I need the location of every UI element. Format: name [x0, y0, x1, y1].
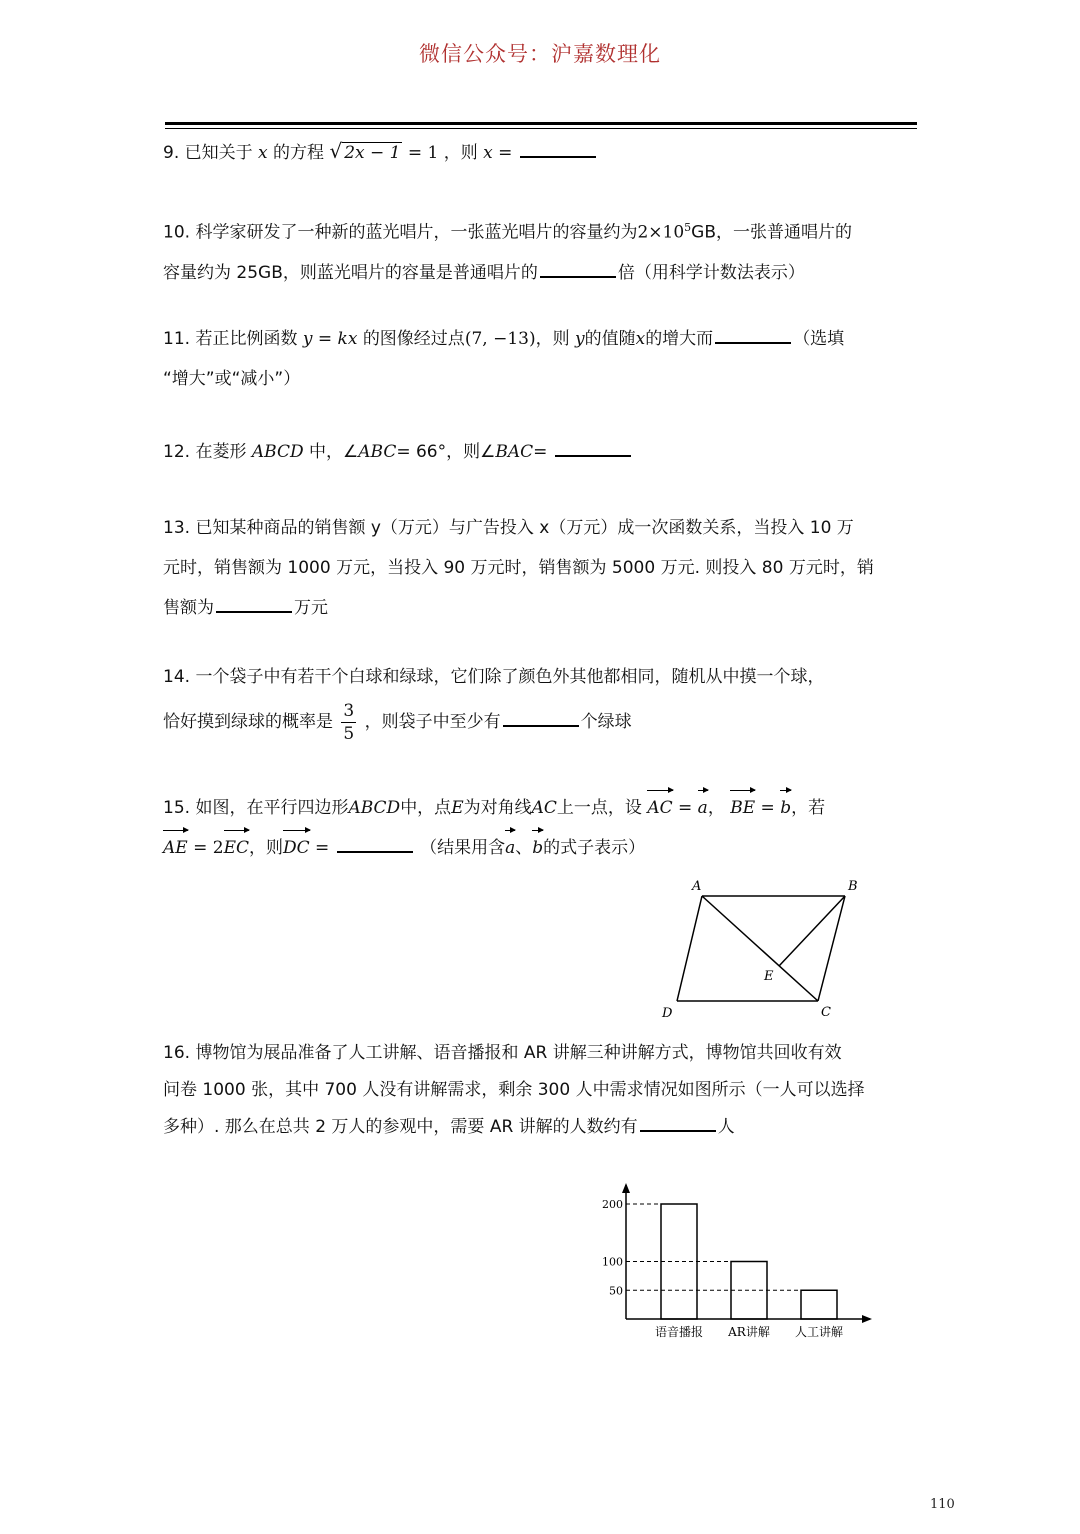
label-C: C — [821, 1005, 831, 1020]
question-14: 14. 一个袋子中有若干个白球和绿球，它们除了颜色外其他都相同，随机从中摸一个球， 恰好摸到绿球的概率是 $\frac{3}{5}$ ，则袋子中至少有 个绿球 — [163, 667, 825, 744]
question-9: 9. 已知关于 x 的方程 √ 2x − 1 = 1 ，则 x = — [163, 131, 923, 173]
label-B: B — [848, 879, 858, 894]
question-15: 15. 如图，在平行四边形ABCD中，点E为对角线AC上一点，设 AC = a， BE = b，若 AE = 2EC，则DC = （结果用含a、b的式子表示） — [163, 788, 923, 868]
answer-blank-15 — [337, 835, 413, 853]
radicand: 2x − 1 — [344, 143, 401, 163]
bar-chart — [595, 1175, 880, 1350]
probability-fraction: $\frac{3}{5}$ — [343, 700, 355, 744]
page-number: 110 — [930, 1497, 955, 1512]
x-axis-arrow — [862, 1315, 872, 1323]
answer-blank-13 — [216, 595, 292, 613]
bar-3 — [801, 1290, 837, 1319]
question-16: 16. 博物馆为展品准备了人工讲解、语音播报和 AR 讲解三种讲解方式，博物馆共回收有效 问卷 1000 张，其中 700 人没有讲解需求，剩余 300 人中需求情况如图所示（一人可以选择 多种）. 那么在总共 2 万人的参观中，需要 AR 讲解的人数约有 人 — [163, 1043, 865, 1137]
x-tick-label-1: 语音播报 — [654, 1325, 704, 1339]
answer-blank-10 — [540, 260, 616, 278]
answer-blank-11 — [715, 326, 791, 344]
answer-blank-12 — [555, 439, 631, 457]
x-tick-label-3: 人工讲解 — [794, 1325, 844, 1339]
label-A: A — [692, 879, 702, 894]
parallelogram-figure — [655, 872, 870, 1022]
y-tick-label-3: 200 — [602, 1198, 623, 1211]
header-rule-thin — [165, 128, 917, 129]
answer-blank-14 — [503, 709, 579, 727]
label-E: E — [764, 969, 774, 984]
question-10: 10. 科学家研发了一种新的蓝光唱片，一张蓝光唱片的容量约为$2\times 10^5GB$，一张普通唱片的 容量约为 25GB，则蓝光唱片的容量是普通唱片的 倍（用科学计数法表示） — [163, 221, 852, 283]
header-rule-thick — [165, 122, 917, 125]
question-11: 11. 若正比例函数 y = kx 的图像经过点(7, −13)，则 y的值随x的增大而 （选填 “增大”或“减小”） — [163, 319, 923, 399]
y-tick-label-2: 100 — [602, 1255, 623, 1269]
question-13: 13. 已知某种商品的销售额 y（万元）与广告投入 x（万元）成一次函数关系，当投入 10 万 元时，销售额为 1000 万元，当投入 90 万元时，销售额为 5000 万元. 则投入 80 万元时，销 售额为 万元 — [163, 518, 874, 618]
label-D: D — [662, 1006, 673, 1021]
answer-blank-9 — [520, 140, 596, 158]
page-header: 微信公众号：沪嘉数理化 — [419, 42, 661, 66]
answer-blank-16 — [640, 1114, 716, 1132]
question-12: 12. 在菱形 ABCD 中，∠ABC= 66°，则∠BAC= — [163, 432, 923, 472]
y-axis-arrow — [622, 1183, 630, 1193]
x-tick-label-2: AR讲解 — [728, 1325, 770, 1339]
y-tick-label-1: 50 — [609, 1284, 623, 1298]
